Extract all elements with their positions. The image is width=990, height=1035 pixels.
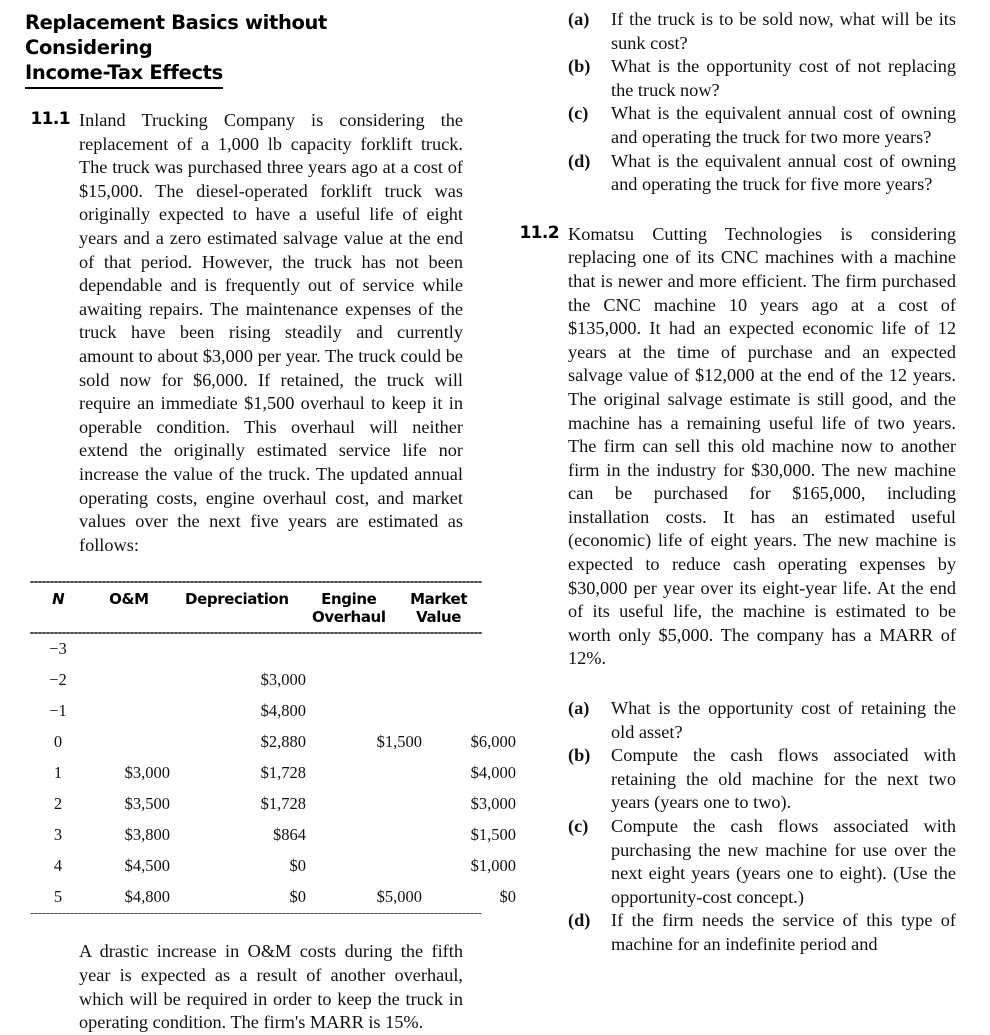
subitem-text: What is the equivalent annual cost of owning and operating the truck for two more years? — [611, 103, 956, 147]
subitem-text: If the firm needs the service of this type of machine for an indefinite period and — [611, 910, 956, 954]
table-row — [30, 665, 516, 696]
table-head — [30, 583, 482, 632]
cell-depreciation: $0 — [289, 856, 306, 876]
column-header-market-value: Market Value — [410, 590, 468, 627]
cell-n: 4 — [53, 856, 63, 876]
subitem-text: What is the equivalent annual cost of owning and operating the truck for five more years? — [611, 150, 956, 195]
table-header-row — [30, 583, 482, 632]
cell-n: −3 — [49, 639, 67, 659]
column-header-engine-overhaul: Engine Overhaul — [312, 590, 386, 627]
subitem-text: Compute the cash flows associated with purchasing the new machine for use over the next eight years (years one to eight). (Use the opportunity-cost concept.) — [611, 816, 956, 907]
cell-market-value: $3,000 — [470, 794, 516, 814]
subitem-text: What is the opportunity cost of not replacing the truck now? — [611, 56, 956, 100]
problem-11-1 — [22, 109, 463, 557]
column-gap — [511, 197, 956, 223]
column-header-n: N — [52, 590, 65, 609]
problem-body: Komatsu Cutting Technologies is considering replacing one of its CNC machines with a machine that is newer and more efficient. The firm purchased the CNC machine 10 years ago at a cost of $135,000. It had an expected economic life of 12 years at the time of purchase and an expected salvage value of $12,000 at the end of the 12 years. The original salvage estimate is still good, and the machine has a remaining useful life of two years. The firm can sell this old machine now to another firm in the industry for $30,000. The new machine can be purchased for $165,000, including installation costs. It has an estimated useful (economic) life of eight years. The new machine is expected to reduce cash operating expenses by $30,000 per year over its eight-year life. At the end of its useful life, the machine is estimated to be worth only $5,000. The company has a MARR of 12%. — [568, 223, 956, 669]
cell-engine-overhaul — [330, 820, 430, 851]
cell-om: $3,500 — [124, 794, 170, 814]
table-row — [30, 820, 516, 851]
subitem-label: (d) — [568, 910, 591, 931]
cell-market-value: $0 — [499, 887, 516, 907]
cell-depreciation: $864 — [273, 825, 306, 845]
cell-engine-overhaul: $5,000 — [376, 887, 422, 907]
table-row — [30, 696, 516, 727]
subitem-label: (b) — [568, 56, 591, 77]
cell-n: 0 — [53, 732, 63, 752]
column-header-om: O&M — [109, 590, 149, 609]
subitem-a — [568, 8, 956, 55]
problem-11-1-subitems — [568, 8, 956, 197]
subitem-a — [568, 697, 956, 744]
section-heading-line2: Income-Tax Effects — [25, 60, 223, 89]
cell-om — [86, 696, 176, 727]
cell-depreciation: $1,728 — [260, 794, 306, 814]
subitem-b — [568, 744, 956, 815]
cell-market-value: $1,500 — [470, 825, 516, 845]
cell-n: 5 — [53, 887, 63, 907]
cell-om: $4,500 — [124, 856, 170, 876]
cell-engine-overhaul — [330, 851, 430, 882]
data-table-body — [30, 634, 516, 913]
section-heading-line1: Replacement Basics without Considering — [25, 11, 328, 59]
subitem-label: (c) — [568, 103, 589, 124]
subitem-c — [568, 102, 956, 149]
cell-n: −1 — [49, 701, 67, 721]
table-row — [30, 789, 516, 820]
subitem-text: What is the opportunity cost of retaining the old asset? — [611, 698, 956, 742]
subitem-label: (a) — [568, 9, 590, 29]
subitem-text: If the truck is to be sold now, what will be its sunk cost? — [611, 9, 956, 53]
table-row — [30, 634, 516, 665]
cell-engine-overhaul — [330, 789, 430, 820]
table-body — [30, 634, 516, 913]
table-bottom-rule — [30, 913, 482, 915]
problem-11-2-subitems — [568, 697, 956, 957]
cell-engine-overhaul — [330, 758, 430, 789]
table-header-rule — [30, 632, 482, 634]
cell-engine-overhaul — [330, 696, 430, 727]
subitem-label: (c) — [568, 816, 589, 836]
subitem-d — [568, 909, 956, 956]
table-row — [30, 727, 516, 758]
subitem-b — [568, 55, 956, 102]
problem-number: 11.1 — [30, 109, 70, 129]
subitem-text: Compute the cash flows associated with retaining the old machine for the next two years (years one to two). — [611, 745, 956, 813]
cell-market-value: $1,000 — [470, 856, 516, 876]
section-heading — [25, 10, 445, 89]
cell-n: 3 — [53, 825, 63, 845]
problem-number: 11.2 — [519, 222, 559, 243]
cell-n: 2 — [53, 794, 63, 814]
cell-om — [86, 634, 176, 665]
right-column — [495, 0, 990, 957]
problem-11-2 — [511, 223, 956, 671]
cell-depreciation: $4,800 — [260, 701, 306, 721]
cell-om: $4,800 — [124, 887, 170, 907]
cell-engine-overhaul — [330, 665, 430, 696]
cell-om — [86, 727, 176, 758]
cell-om: $3,800 — [124, 825, 170, 845]
cell-market-value: $4,000 — [470, 763, 516, 783]
cell-n: −2 — [49, 670, 67, 690]
subitem-label: (a) — [568, 698, 590, 719]
cell-depreciation: $2,880 — [260, 732, 306, 752]
cell-om: $3,000 — [124, 763, 170, 783]
problem-body: Inland Trucking Company is considering the replacement of a 1,000 lb capacity forklift truck. The truck was purchased three years ago at a cost of $15,000. The diesel-operated forklift truck was originally expected to have a useful life of eight years and a zero estimated salvage value at the end of that period. However, the truck has not been dependable and is frequently out of service while awaiting repairs. The maintenance expenses of the truck have been rising steadily and currently amount to about $3,000 per year. The truck could be sold now for $6,000. If retained, the truck will require an immediate $1,500 overhaul to keep it in operable condition. This overhaul will neither extend the originally estimated service life nor increase the value of the truck. The updated annual operating costs, engine overhaul cost, and market values over the next five years are estimated as follows: — [79, 110, 463, 555]
cell-depreciation: $3,000 — [260, 670, 306, 690]
cell-n: 1 — [53, 763, 63, 783]
subitem-label: (d) — [568, 150, 591, 171]
cell-depreciation: $1,728 — [260, 763, 306, 783]
column-gap-2 — [511, 671, 956, 697]
cell-market-value: $6,000 — [470, 732, 516, 752]
cell-engine-overhaul: $1,500 — [376, 732, 422, 752]
problem-11-1-after-table: A drastic increase in O&M costs during the fifth year is expected as a result of another overhaul, which will be required in order to keep the truck in operating condition. The firm's MARR is 15%. — [79, 941, 463, 1033]
forklift-cost-table — [30, 581, 516, 914]
cell-engine-overhaul — [330, 634, 430, 665]
data-table — [30, 583, 482, 632]
cell-depreciation: $0 — [289, 887, 306, 907]
subitem-label: (b) — [568, 745, 591, 766]
table-row — [30, 851, 516, 882]
column-header-depreciation: Depreciation — [185, 590, 289, 609]
table-row — [30, 758, 516, 789]
table-top-rule — [30, 581, 482, 583]
cell-om — [86, 665, 176, 696]
subitem-d — [568, 150, 956, 197]
subitem-c — [568, 815, 956, 909]
cell-depreciation — [176, 634, 330, 665]
table-row — [30, 882, 516, 913]
